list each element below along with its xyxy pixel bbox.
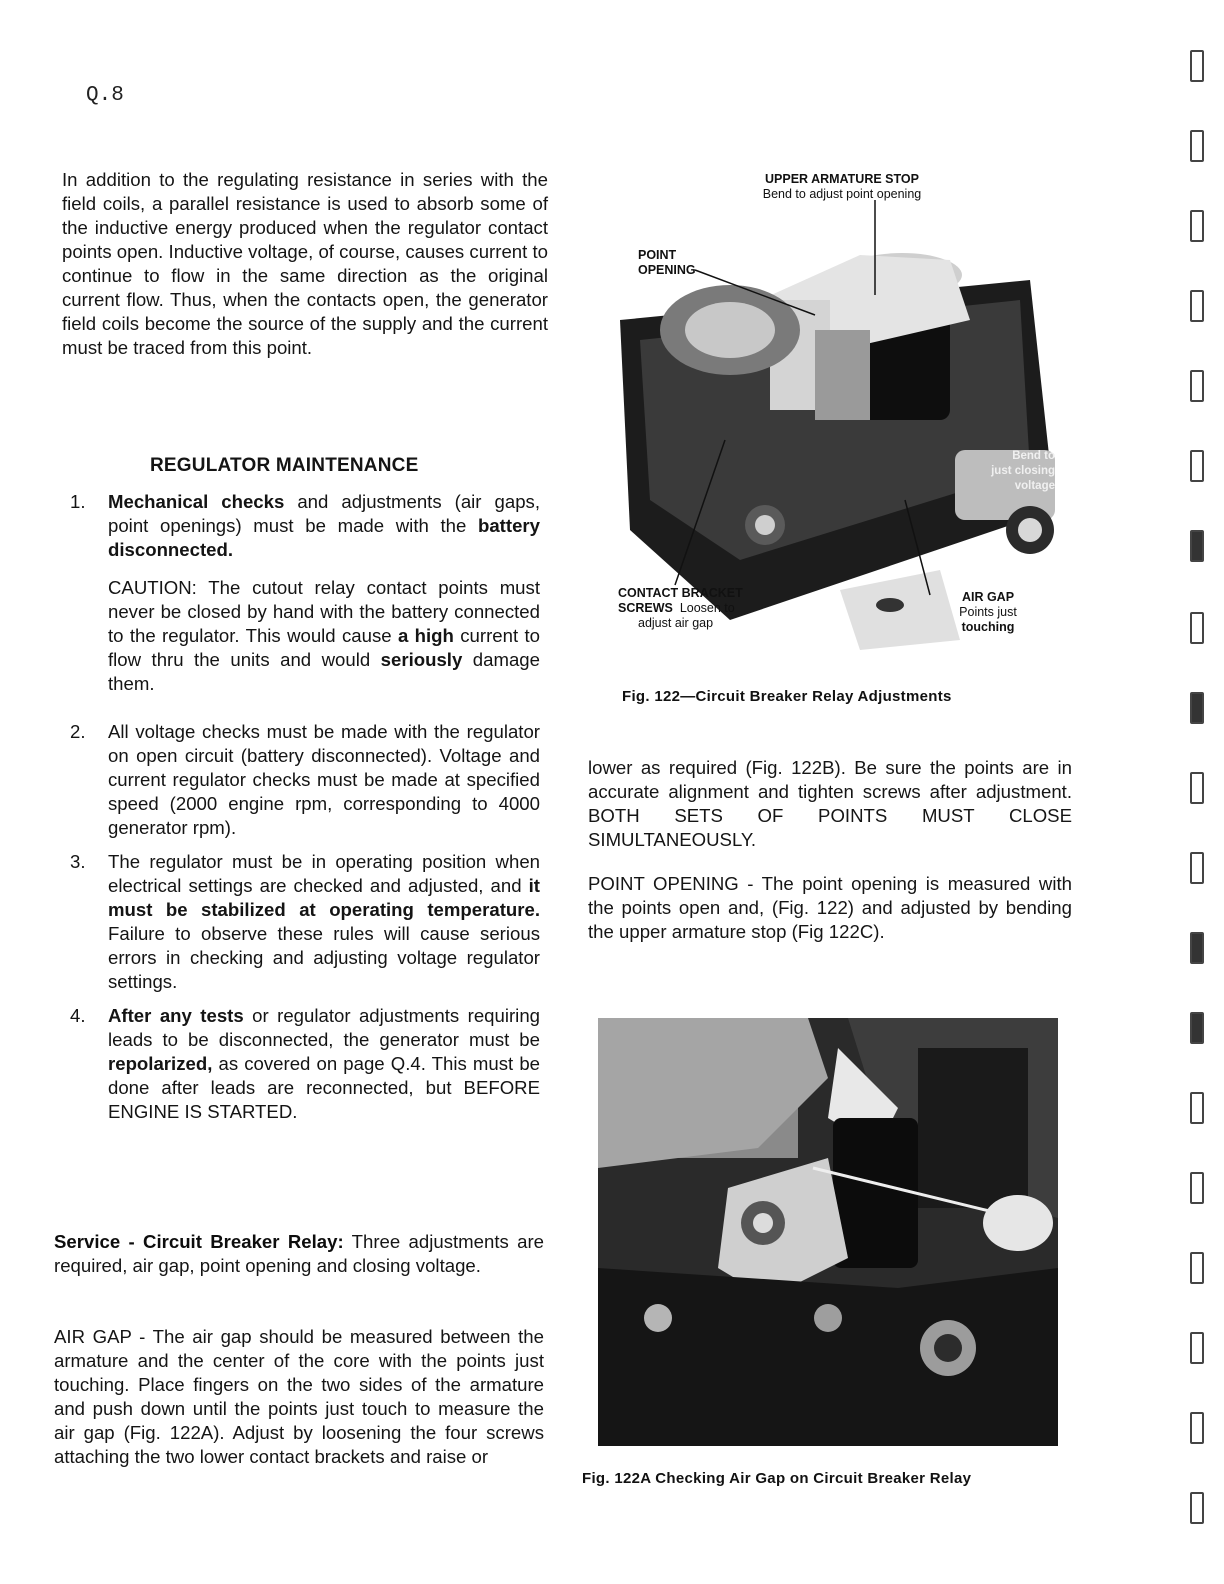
list-item: 3. The regulator must be in operating position when electrical settings are checked and adjusted, and it must be stabilized at operating temperature. Failure to observe these rules will cause serious errors in checking and adjusting voltage regulator settings. xyxy=(70,851,540,992)
binder-hole-mark xyxy=(1190,50,1204,82)
binder-hole-mark xyxy=(1190,852,1204,884)
binder-hole-mark xyxy=(1190,1092,1204,1124)
figure-122a-caption: Fig. 122A Checking Air Gap on Circuit Breaker Relay xyxy=(582,1470,972,1487)
binder-hole-mark xyxy=(1190,1332,1204,1364)
page-number: Q.8 xyxy=(86,84,124,107)
binder-hole-mark xyxy=(1190,210,1204,242)
binder-hole-mark xyxy=(1190,530,1204,562)
label-air-gap: AIR GAP Points just touching xyxy=(959,590,1017,634)
air-gap-paragraph: AIR GAP - The air gap should be measured between the armature and the center of the core with the points just touching. Place fingers on the two sides of the armature and push down until the points just touch to measure the air gap (Fig. 122A). Adjust by loosening the four screws attaching the two lower contact brackets and raise or xyxy=(54,1326,544,1467)
caution-note: CAUTION: The cutout relay contact points must never be closed by hand with the battery connected to the regulator. This would cause a high current to flow thru the units and would seriously damage them. xyxy=(108,577,540,694)
list-item: 1. Mechanical checks and adjustments (air gaps, point openings) must be made with the battery disconnected. CAUTION: The cutout relay contact points must never be closed by hand with the battery connected to the regulator. This would cause a high current to flow thru the units and would seriously damage them. xyxy=(70,491,540,694)
label-upper-armature-stop: UPPER ARMATURE STOP Bend to adjust point opening xyxy=(762,172,922,201)
binder-hole-mark xyxy=(1190,1012,1204,1044)
label-bend-closing-voltage: Bend to just closing voltage xyxy=(991,450,1055,492)
binder-hole-mark xyxy=(1190,450,1204,482)
continuation-paragraph: lower as required (Fig. 122B). Be sure the points are in accurate alignment and tighten screws after adjustment. BOTH SETS OF POINTS MUST CLOSE SIMULTANEOUSLY. xyxy=(588,757,1072,850)
binder-hole-mark xyxy=(1190,1412,1204,1444)
binder-edge xyxy=(1154,0,1224,1584)
point-opening-paragraph: POINT OPENING - The point opening is measured with the points open and, (Fig. 122) and adjusted by bending the upper armature stop (Fig 122C). xyxy=(588,873,1072,942)
service-paragraph: Service - Circuit Breaker Relay: Three adjustments are required, air gap, point opening and closing voltage. xyxy=(54,1231,545,1276)
intro-paragraph: In addition to the regulating resistance in series with the field coils, a parallel resistance is used to absorb some of the inductive energy produced when the regulator contact points open. Inductive voltage, of course, causes current to continue to flow in the same direction as the original current flow. Thus, when the contacts open, the generator field coils become the source of the supply and the current must be traced from this point. xyxy=(62,169,548,358)
label-contact-bracket-screws: CONTACT BRACKET SCREWS Loosen to adjust air gap xyxy=(618,586,743,630)
list-item: 2. All voltage checks must be made with the regulator on open circuit (battery disconnected). Voltage and current regulator checks must be made at specified speed (2000 engine rpm, corresponding to 4000 generator rpm). xyxy=(70,721,540,838)
binder-hole-mark xyxy=(1190,130,1204,162)
binder-hole-mark xyxy=(1190,370,1204,402)
binder-hole-mark xyxy=(1190,932,1204,964)
binder-hole-mark xyxy=(1190,1172,1204,1204)
binder-hole-mark xyxy=(1190,290,1204,322)
binder-hole-mark xyxy=(1190,772,1204,804)
figure-122-caption: Fig. 122—Circuit Breaker Relay Adjustments xyxy=(622,688,952,705)
binder-hole-mark xyxy=(1190,692,1204,724)
relay-photo-122a xyxy=(598,1018,1058,1446)
maintenance-list xyxy=(60,490,540,1124)
list-item: 4. After any tests or regulator adjustments requiring leads to be disconnected, the generator must be repolarized, as covered on page Q.4. This must be done after leads are reconnected, but BEFORE ENGINE IS STARTED. xyxy=(70,1005,540,1122)
binder-hole-mark xyxy=(1190,1252,1204,1284)
binder-hole-mark xyxy=(1190,612,1204,644)
label-point-opening: POINT OPENING xyxy=(638,248,696,277)
section-heading: REGULATOR MAINTENANCE xyxy=(150,455,419,476)
binder-hole-mark xyxy=(1190,1492,1204,1524)
